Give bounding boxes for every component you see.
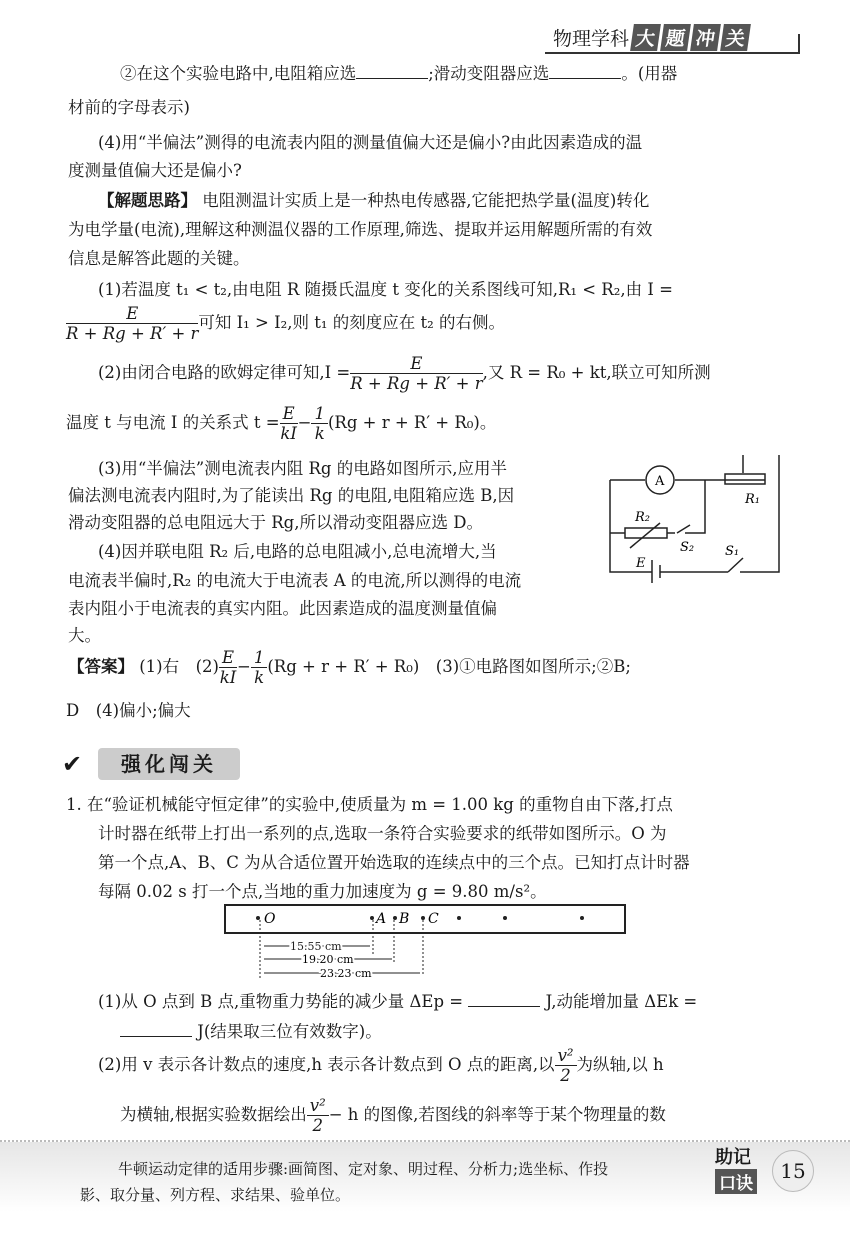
text-line: (1)从 O 点到 B 点,重物重力势能的减少量 ΔEp = J,动能增加量 ΔEk = [98,992,698,1011]
r2-label: R₂ [635,510,650,525]
text-line: (4)用“半偏法”测得的电流表内阻的测量值偏大还是偏小?由此因素造成的温 [98,133,643,152]
text-line: 度测量值偏大还是偏小? [68,161,242,180]
formula-line: $\frac{E}{R + Rg + R' + r}$ 可知 I₁ > I₂,则 t₁ 的刻度应在 t₂ 的右侧。 [66,304,505,343]
svg-text:15.55 cm: 15.55 cm [290,940,342,953]
running-header [553,24,749,51]
s2-label: S₂ [680,540,695,555]
text-line: 为电学量(电流),理解这种测温仪器的工作原理,筛选、提取并运用解题所需的有效 [68,220,653,239]
text-line: 电流表半偏时,R₂ 的电流大于电流表 A 的电流,所以测得的电流 [68,571,522,590]
text-line: 大。 [68,626,101,645]
checkmark-icon: ✔ [62,750,83,778]
svg-text:C: C [428,911,439,927]
circuit-diagram [600,455,800,595]
formula-line: (2)由闭合电路的欧姆定律可知,I = $\frac{E}{R + Rg + R' + r}$ ,又 R = R₀ + kt,联立可知所测 [98,354,711,393]
text-line: 【解题思路】 电阻测温计实质上是一种热电传感器,它能把热学量(温度)转化 [98,191,650,210]
header-rule [545,52,800,54]
text-line: D (4)偏小;偏大 [66,701,191,720]
svg-text:23.23 cm: 23.23 cm [320,967,372,980]
text-line: 表内阻小于电流表的真实内阻。此因素造成的温度测量值偏 [68,599,497,618]
text-line: 第一个点,A、B、C 为从合适位置开始选取的连续点中的三个点。已知打点计时器 [98,853,690,872]
text-line: J(结果取三位有效数字)。 [120,1018,382,1042]
text-line: 滑动变阻器的总电阻远大于 Rg,所以滑动变阻器应选 D。 [68,513,483,532]
answer-line: 【答案】 (1)右 (2) $\frac{E}{kI}$ − $\frac{1}{k}$ (Rg + r + R′ + R₀) (3)①电路图如图所示;②B; [68,648,631,687]
formula-line: 温度 t 与电流 I 的关系式 t = $\frac{E}{kI}$ − $\frac{1}{k}$ (Rg + r + R′ + R₀)。 [66,404,497,443]
text-line: ②在这个实验电路中,电阻箱应选 ;滑动变阻器应选 。(用器 [120,64,678,83]
ammeter-label: A [655,474,665,489]
svg-text:O: O [264,911,276,927]
text-line: (1)若温度 t₁ < t₂,由电阻 R 随摄氏温度 t 变化的关系图线可知,R₁ < R₂,由 I = [98,280,673,299]
svg-text:A: A [376,911,387,927]
series-char: 冲 [690,24,721,51]
text-line: (4)因并联电阻 R₂ 后,电路的总电阻减小,总电流增大,当 [98,542,497,561]
footer-text: 牛顿运动定律的适用步骤:画简图、定对象、明过程、分析力;选坐标、作投 [118,1160,609,1178]
series-char: 关 [720,24,751,51]
section-banner: 强化闯关 [98,748,240,780]
svg-text:19.20 cm: 19.20 cm [302,953,354,966]
series-char: 题 [660,24,691,51]
text-line: 1. 在“验证机械能守恒定律”的实验中,使质量为 m = 1.00 kg 的重物自由下落,打点 [66,795,673,814]
emf-label: E [636,556,646,571]
svg-text:B: B [399,911,410,927]
s1-label: S₁ [725,544,740,559]
header-rule [798,34,800,53]
text-line: 信息是解答此题的关键。 [68,249,250,268]
series-char: 大 [630,24,661,51]
footer-text: 影、取分量、列方程、求结果、验单位。 [80,1186,351,1204]
text-line: 材前的字母表示) [68,98,190,117]
mnemonic-badge: 助记 口诀 [715,1143,757,1194]
r1-label: R₁ [745,492,760,507]
text-line: (2)用 v 表示各计数点的速度,h 表示各计数点到 O 点的距离,以 $\frac{\text{v²}}{2}$ 为纵轴,以 h [98,1046,664,1085]
text-line: 每隔 0.02 s 打一个点,当地的重力加速度为 g = 9.80 m/s²。 [98,882,547,901]
subject-label: 物理学科 [553,28,630,50]
paper-tape-diagram [220,900,630,980]
text-line: 偏法测电流表内阻时,为了能读出 Rg 的电阻,电阻箱应选 B,因 [68,486,515,505]
page-number: 15 [772,1150,814,1192]
text-line: 计时器在纸带上打出一系列的点,选取一条符合实验要求的纸带如图所示。O 为 [98,824,667,843]
text-line: 为横轴,根据实验数据绘出 $\frac{\text{v²}}{2}$ − h 的图像,若图线的斜率等于某个物理量的数 [120,1096,666,1135]
text-line: (3)用“半偏法”测电流表内阻 Rg 的电路如图所示,应用半 [98,459,507,478]
